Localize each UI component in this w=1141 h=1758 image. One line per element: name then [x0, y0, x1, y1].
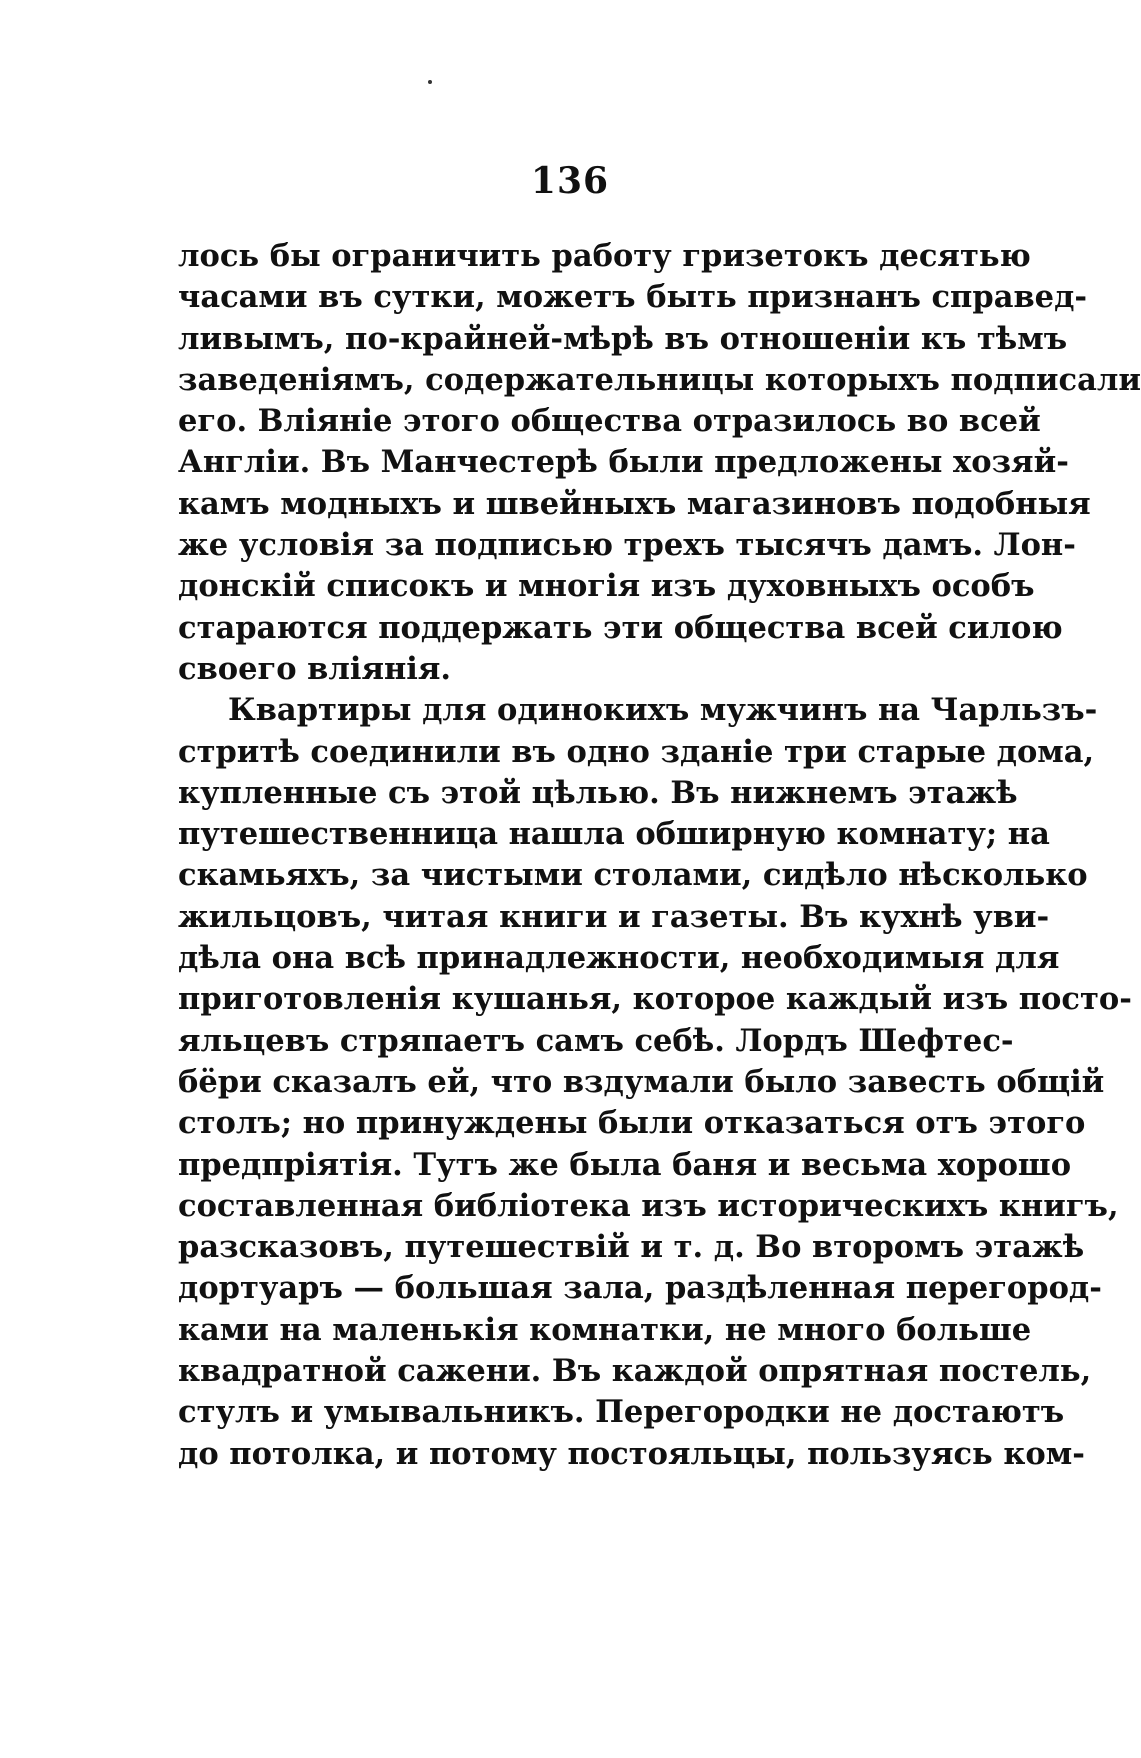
text-line: яльцевъ стряпаетъ самъ себѣ. Лордъ Шефтес-	[178, 1022, 1014, 1059]
text-line: составленная библіотека изъ историческихъ книгъ,	[178, 1187, 1119, 1224]
text-line: приготовленія кушанья, которое каждый изъ посто-	[178, 981, 1132, 1018]
text-line: Квартиры для одинокихъ мужчинъ на Чарльзъ-	[228, 692, 1098, 729]
body-text	[178, 236, 1141, 1475]
text-line: ливымъ, по-крайней-мѣрѣ въ отношеніи къ тѣмъ	[178, 320, 1068, 357]
text-line: жильцовъ, читая книги и газеты. Въ кухнѣ уви-	[178, 898, 1050, 935]
text-line: дѣла она всѣ принадлежности, необходимыя для	[178, 940, 1060, 977]
text-line: скамьяхъ, за чистыми столами, сидѣло нѣсколько	[178, 857, 1088, 894]
text-line: донскій списокъ и многія изъ духовныхъ особъ	[178, 568, 1035, 605]
text-line: часами въ сутки, можетъ быть признанъ справед-	[178, 279, 1088, 316]
text-line: заведеніямъ, содержательницы которыхъ подписали	[178, 361, 1141, 398]
text-line: же условія за подписью трехъ тысячъ дамъ. Лон-	[178, 527, 1076, 564]
text-line: предпріятія. Тутъ же была баня и весьма хорошо	[178, 1146, 1072, 1183]
text-line: камъ модныхъ и швейныхъ магазиновъ подобныя	[178, 485, 1091, 522]
text-line: до потолка, и потому постояльцы, пользуясь ком-	[178, 1435, 1085, 1472]
text-line: столъ; но принуждены были отказаться отъ этого	[178, 1105, 1086, 1142]
text-line: купленные съ этой цѣлью. Въ нижнемъ этажѣ	[178, 774, 1018, 811]
text-line: стритѣ соединили въ одно зданіе три старые дома,	[178, 733, 1095, 770]
page-number: 136	[530, 160, 610, 202]
text-line: разсказовъ, путешествій и т. д. Во второмъ этажѣ	[178, 1229, 1085, 1266]
text-line: стараются поддержать эти общества всей силою	[178, 609, 1063, 646]
text-line: дортуаръ — большая зала, раздѣленная перегород-	[178, 1270, 1102, 1307]
text-line: квадратной сажени. Въ каждой опрятная постель,	[178, 1353, 1092, 1390]
text-line: бёри сказалъ ей, что вздумали было завесть общій	[178, 1063, 1105, 1100]
text-line: ками на маленькія комнатки, не много больше	[178, 1311, 1032, 1348]
text-line: Англіи. Въ Манчестерѣ были предложены хозяй-	[178, 444, 1069, 481]
text-line: стулъ и умывальникъ. Перегородки не достаютъ	[178, 1394, 1065, 1431]
text-line: его. Вліяніе этого общества отразилось во всей	[178, 403, 1041, 440]
text-line: своего вліянія.	[178, 650, 452, 687]
text-line: путешественница нашла обширную комнату; на	[178, 816, 1050, 853]
scan-speck	[428, 80, 432, 84]
text-line: лось бы ограничить работу гризетокъ десятью	[178, 238, 1031, 274]
